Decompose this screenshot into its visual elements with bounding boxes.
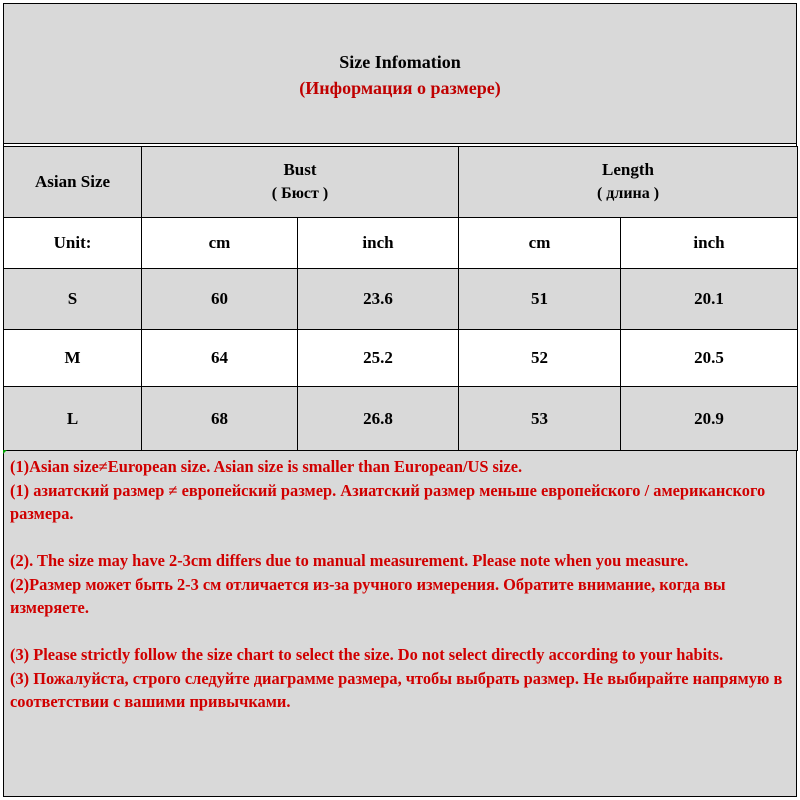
title-panel	[3, 3, 797, 144]
page-subtitle: (Информация о размере)	[299, 77, 501, 98]
note-1-russian: (1) азиатский размер ≠ европейский размер. Азиатский размер меньше европейского / американского размера.	[10, 480, 766, 523]
length-label: Length	[602, 160, 654, 179]
size-cell: S	[4, 269, 142, 330]
page-title: Size Infomation	[339, 51, 461, 72]
unit-bust-cm: cm	[142, 218, 298, 269]
unit-bust-inch: inch	[298, 218, 459, 269]
bust-cm-cell: 60	[142, 269, 298, 330]
bust-cm-cell: 68	[142, 387, 298, 451]
table-row	[4, 269, 798, 330]
size-table	[3, 146, 798, 451]
note-3-english: (3) Please strictly follow the size chart to select the size. Do not select directly according to your habits.	[10, 645, 724, 664]
bust-sublabel: ( Бюст )	[271, 185, 329, 202]
size-notes-panel	[3, 450, 797, 797]
bust-label: Bust	[283, 160, 317, 179]
note-2-russian: (2)Размер может быть 2-3 см отличается из-за ручного измерения. Обратите внимание, когда вы измеряете.	[10, 574, 726, 617]
length-cm-cell: 53	[459, 387, 621, 451]
note-1-english: (1)Asian size≠European size. Asian size is smaller than European/US size.	[10, 457, 523, 476]
length-header	[459, 147, 798, 218]
note-2-english: (2). The size may have 2-3cm differs due to manual measurement. Please note when you measure.	[10, 551, 689, 570]
unit-row	[4, 218, 798, 269]
table-row	[4, 387, 798, 451]
bust-inch-cell: 25.2	[298, 330, 459, 387]
cell-corner-marker	[3, 450, 7, 454]
size-cell: L	[4, 387, 142, 451]
length-inch-cell: 20.9	[621, 387, 798, 451]
length-inch-cell: 20.5	[621, 330, 798, 387]
table-header-row	[4, 147, 798, 218]
bust-header	[142, 147, 459, 218]
length-sublabel: ( длина )	[596, 185, 660, 202]
note-3-russian: (3) Пожалуйста, строго следуйте диаграмме размера, чтобы выбрать размер. Не выбирайте напрямую в соответствии с вашими привычками.	[10, 668, 783, 711]
bust-inch-cell: 23.6	[298, 269, 459, 330]
size-cell: M	[4, 330, 142, 387]
unit-length-cm: cm	[459, 218, 621, 269]
unit-length-inch: inch	[621, 218, 798, 269]
length-inch-cell: 20.1	[621, 269, 798, 330]
table-row	[4, 330, 798, 387]
length-cm-cell: 51	[459, 269, 621, 330]
bust-cm-cell: 64	[142, 330, 298, 387]
asian-size-header: Asian Size	[4, 147, 142, 218]
length-cm-cell: 52	[459, 330, 621, 387]
unit-label: Unit:	[4, 218, 142, 269]
bust-inch-cell: 26.8	[298, 387, 459, 451]
